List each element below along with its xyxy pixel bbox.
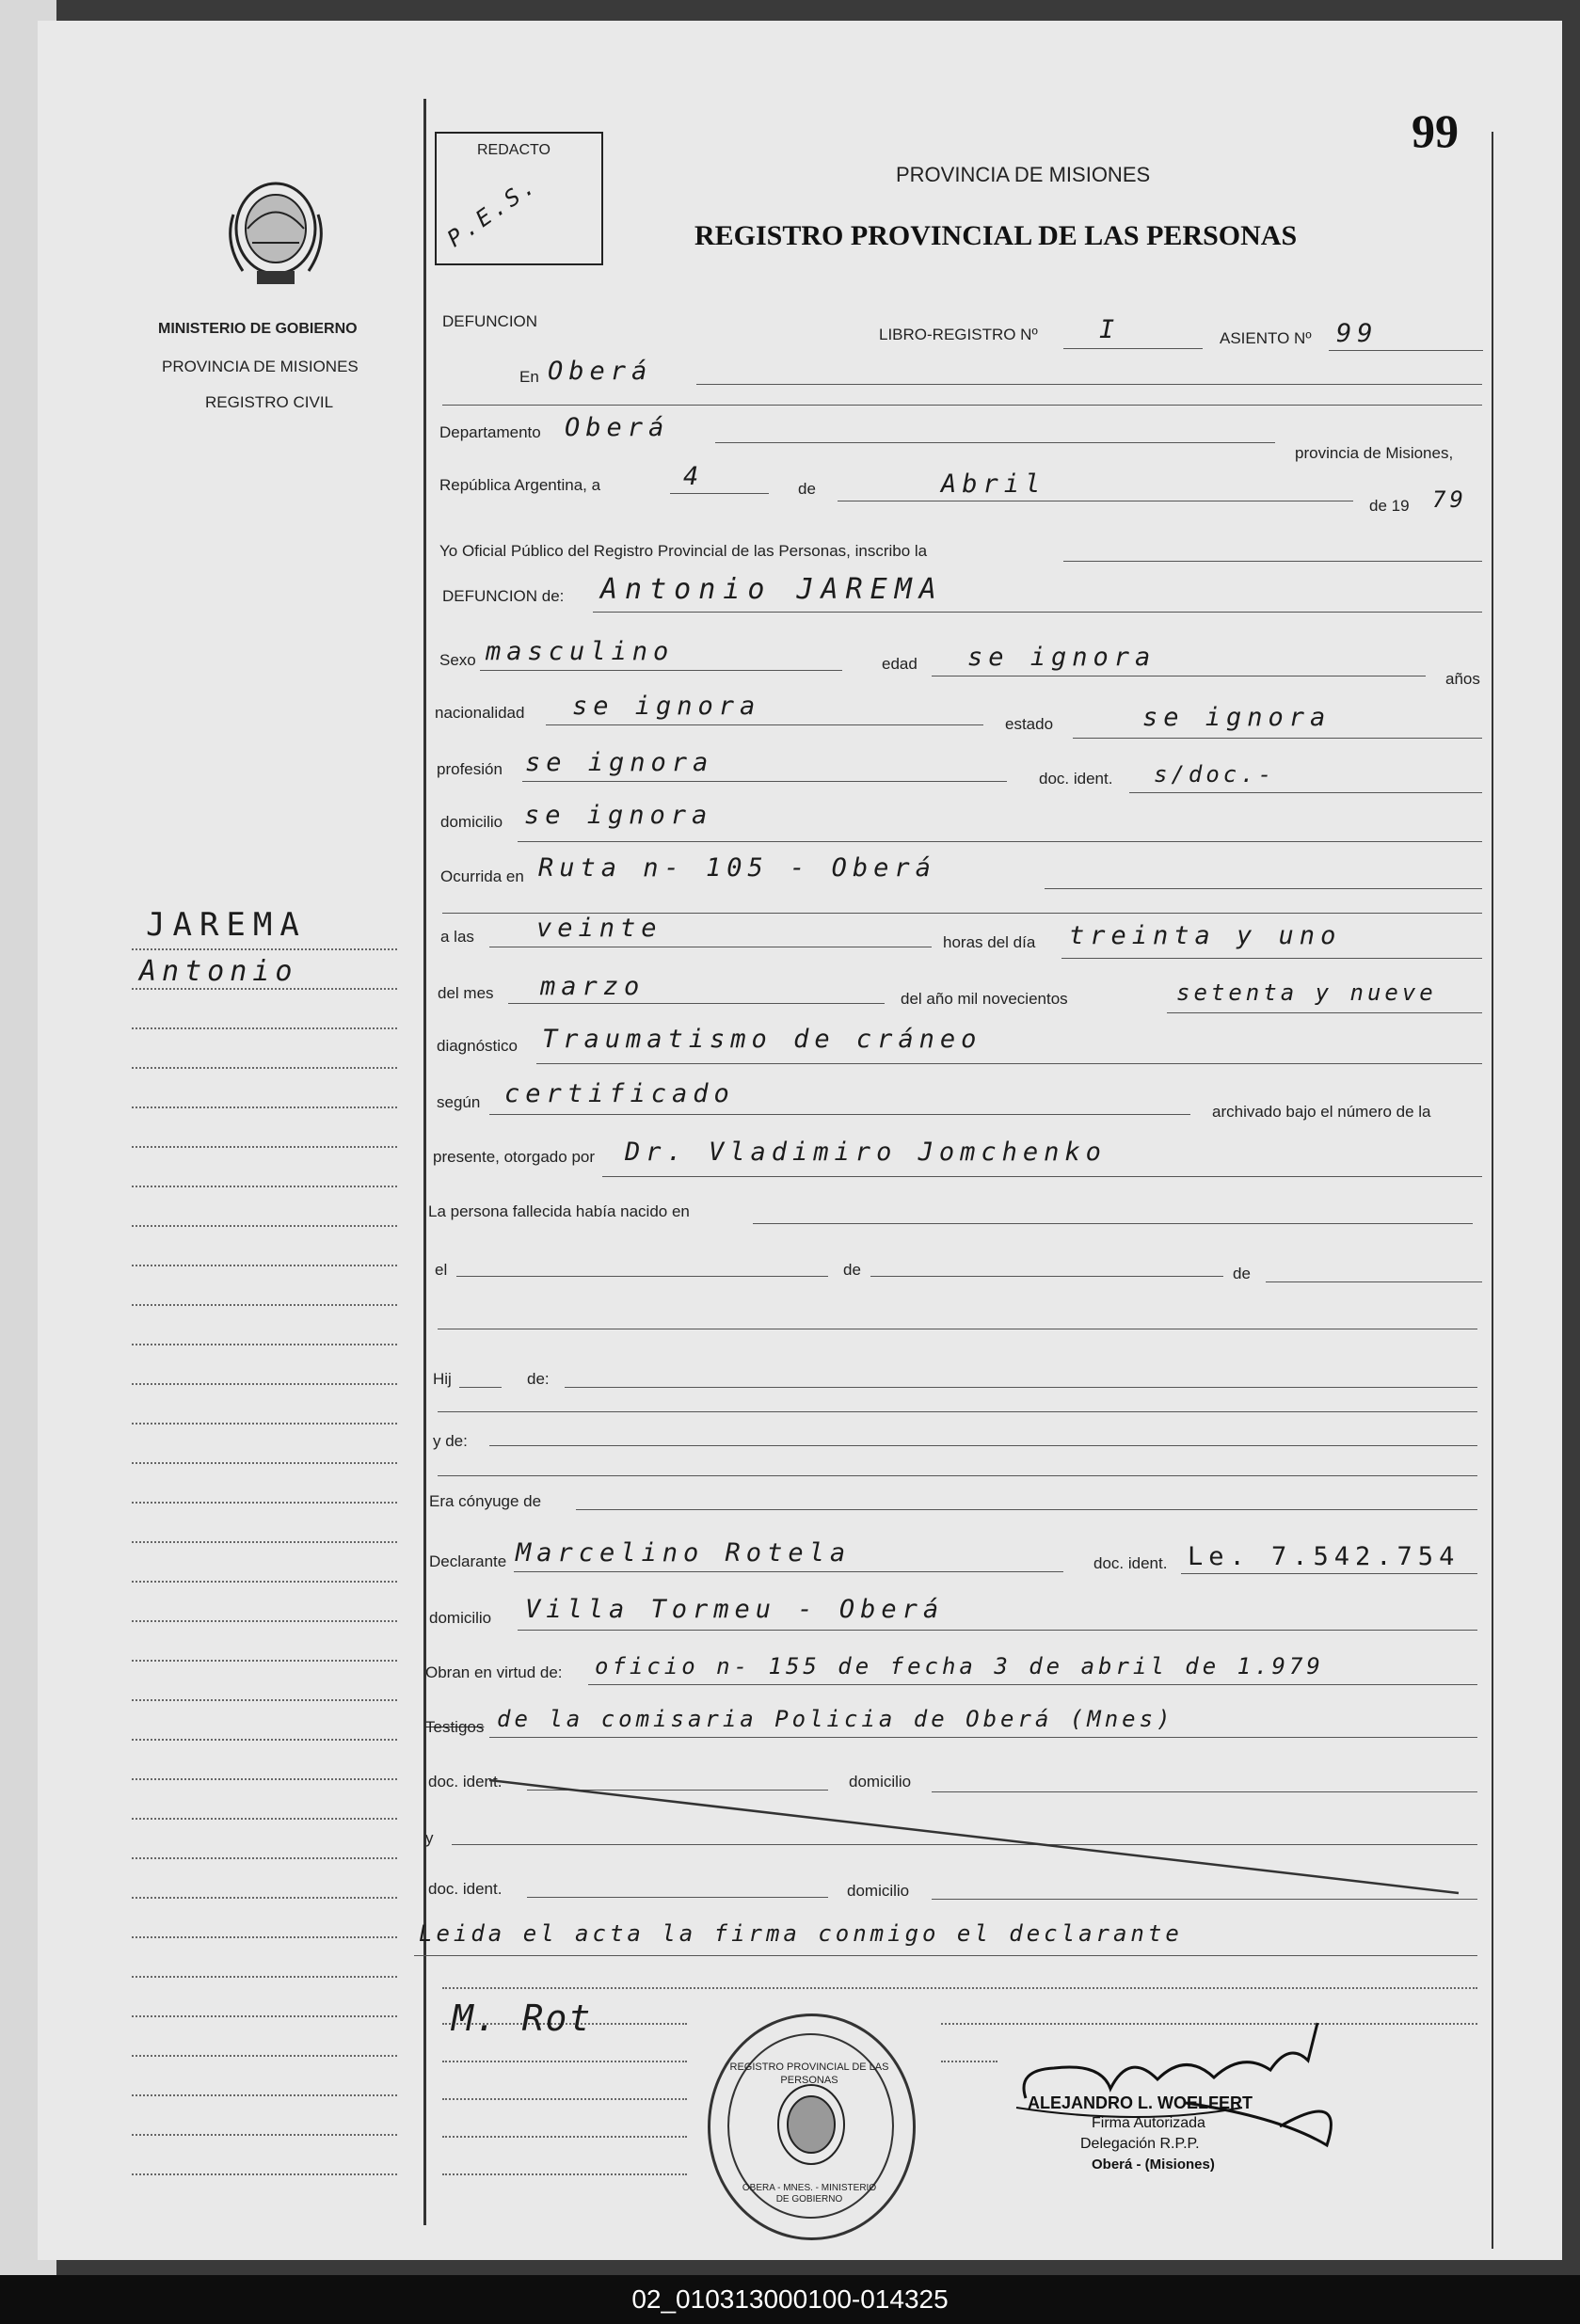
otorgado-label: presente, otorgado por — [433, 1148, 596, 1166]
edad-value: se ignora — [967, 643, 1157, 672]
del-ano-value: setenta y nueve — [1176, 979, 1437, 1006]
asiento-value: 99 — [1336, 319, 1379, 348]
departamento-value: Oberá — [565, 413, 670, 442]
t-dom1-label: domicilio — [849, 1773, 912, 1791]
official-name: ALEJANDRO L. WOELFERT — [1028, 2093, 1253, 2112]
conyuge-label: Era cónyuge de — [429, 1492, 542, 1510]
official-signature — [997, 2014, 1440, 2155]
t-y-label: y — [425, 1829, 434, 1847]
profesion-label: profesión — [437, 760, 503, 778]
seal-bottom: OBERA - MNES. - MINISTERIO DE GOBIERNO — [742, 2183, 877, 2205]
segun-value: certificado — [504, 1079, 735, 1108]
domicilio-label: domicilio — [440, 813, 503, 831]
diagnostico-value: Traumatismo de cráneo — [542, 1025, 982, 1054]
del-mes-value: marzo — [540, 972, 646, 1001]
de1-label: de — [843, 1261, 861, 1279]
departamento-label: Departamento — [439, 423, 541, 441]
doc-ident-label: doc. ident. — [1039, 770, 1113, 788]
del-mes-label: del mes — [438, 984, 494, 1002]
testigos-value: de la comisaria Policia de Oberá (Mnes) — [497, 1706, 1174, 1732]
decl-dom-value: Villa Tormeu - Oberá — [525, 1595, 945, 1624]
sexo-label: Sexo — [439, 651, 476, 669]
oficial-text: Yo Oficial Público del Registro Provincial de las Personas, inscribo la — [439, 542, 928, 560]
horas-value: treinta y uno — [1069, 921, 1342, 950]
seal-emblem-icon — [762, 2073, 861, 2176]
year-value: 79 — [1432, 486, 1467, 513]
asiento-label: ASIENTO Nº — [1220, 329, 1312, 347]
otorgado-value: Dr. Vladimiro Jomchenko — [625, 1138, 1107, 1167]
left-divider — [423, 99, 426, 2225]
horas-label: horas del día — [943, 933, 1036, 951]
sexo-value: masculino — [486, 637, 675, 666]
ocurrida-label: Ocurrida en — [440, 868, 524, 885]
strike-line — [489, 1776, 1468, 1899]
decl-doc-value: Le. 7.542.754 — [1188, 1542, 1460, 1571]
declarante-label: Declarante — [429, 1552, 507, 1570]
de-year-label: de 19 — [1369, 497, 1410, 515]
hij-de-label: de: — [527, 1370, 550, 1388]
t-dom2-label: domicilio — [847, 1882, 910, 1900]
libro-value: I — [1099, 315, 1121, 344]
a-las-label: a las — [440, 928, 474, 946]
leida-value: Leida el acta la firma conmigo el declarante — [419, 1920, 1183, 1947]
nacido-label: La persona fallecida había nacido en — [428, 1202, 690, 1220]
hij-label: Hij — [433, 1370, 452, 1388]
el-label: el — [435, 1261, 448, 1279]
registry-label: REGISTRO CIVIL — [205, 393, 334, 411]
diagnostico-label: diagnóstico — [437, 1037, 519, 1055]
page-number: 99 — [1412, 104, 1459, 157]
de-label: de — [798, 480, 816, 498]
defuncion-de-value: Antonio JAREMA — [600, 573, 944, 606]
estado-label: estado — [1005, 715, 1054, 733]
ocurrida-value: Ruta n- 105 - Oberá — [538, 853, 936, 883]
libro-label: LIBRO-REGISTRO Nº — [879, 326, 1038, 343]
estado-value: se ignora — [1142, 703, 1332, 732]
section-label: DEFUNCION — [442, 312, 538, 330]
nacionalidad-value: se ignora — [572, 692, 761, 721]
declarant-signature: M. Rot — [452, 1998, 593, 2039]
decl-dom-label: domicilio — [429, 1609, 492, 1627]
official-seal — [708, 2014, 916, 2240]
t-doc1-label: doc. ident. — [428, 1773, 503, 1791]
en-label: En — [519, 368, 539, 386]
obran-value: oficio n- 155 de fecha 3 de abril de 1.979 — [595, 1653, 1324, 1679]
edad-label: edad — [882, 655, 918, 673]
provincia-suffix: provincia de Misiones, — [1295, 444, 1454, 462]
testigos-label: Testigos — [425, 1718, 485, 1736]
domicilio-value: se ignora — [524, 801, 713, 830]
obran-label: Obran en virtud de: — [425, 1663, 563, 1681]
de2-label: de — [1233, 1265, 1251, 1282]
defuncion-de-label: DEFUNCION de: — [442, 587, 565, 605]
en-value: Oberá — [548, 357, 653, 386]
mes-value: Abril — [941, 470, 1046, 499]
official-role: Firma Autorizada — [1092, 2115, 1205, 2131]
doc-ident-value: s/doc.- — [1154, 761, 1276, 788]
republica-label: República Argentina, a — [439, 476, 601, 494]
official-office: Delegación R.P.P. — [1080, 2136, 1200, 2152]
t-doc2-label: doc. ident. — [428, 1880, 503, 1898]
declarante-value: Marcelino Rotela — [516, 1538, 852, 1568]
official-place: Oberá - (Misiones) — [1092, 2157, 1215, 2173]
page-title: REGISTRO PROVINCIAL DE LAS PERSONAS — [694, 220, 1298, 251]
archivado-label: archivado bajo el número de la — [1212, 1103, 1431, 1121]
dia-value: 4 — [683, 462, 705, 491]
anos-label: años — [1445, 670, 1480, 688]
del-ano-label: del año mil novecientos — [901, 990, 1068, 1008]
profesion-value: se ignora — [525, 748, 714, 777]
yde-label: y de: — [433, 1432, 468, 1450]
redacto-initials: P.E.S. — [441, 170, 543, 253]
a-las-value: veinte — [536, 914, 662, 943]
seal-text: REGISTRO PROVINCIAL DE LAS PERSONAS — [729, 2061, 889, 2086]
province-label: PROVINCIA DE MISIONES — [162, 358, 359, 375]
margin-note-name: Antonio — [139, 955, 298, 988]
redacto-label: REDACTO — [477, 142, 551, 158]
header-province: PROVINCIA DE MISIONES — [896, 163, 1151, 186]
image-id-footer: 02_010313000100-014325 — [0, 2275, 1580, 2324]
margin-note-surname: JAREMA — [146, 906, 307, 944]
decl-doc-label: doc. ident. — [1093, 1554, 1168, 1572]
right-divider — [1492, 132, 1493, 2249]
coat-of-arms-icon — [224, 177, 327, 294]
nacionalidad-label: nacionalidad — [435, 704, 525, 722]
ministry-label: MINISTERIO DE GOBIERNO — [158, 321, 358, 337]
segun-label: según — [437, 1093, 481, 1111]
